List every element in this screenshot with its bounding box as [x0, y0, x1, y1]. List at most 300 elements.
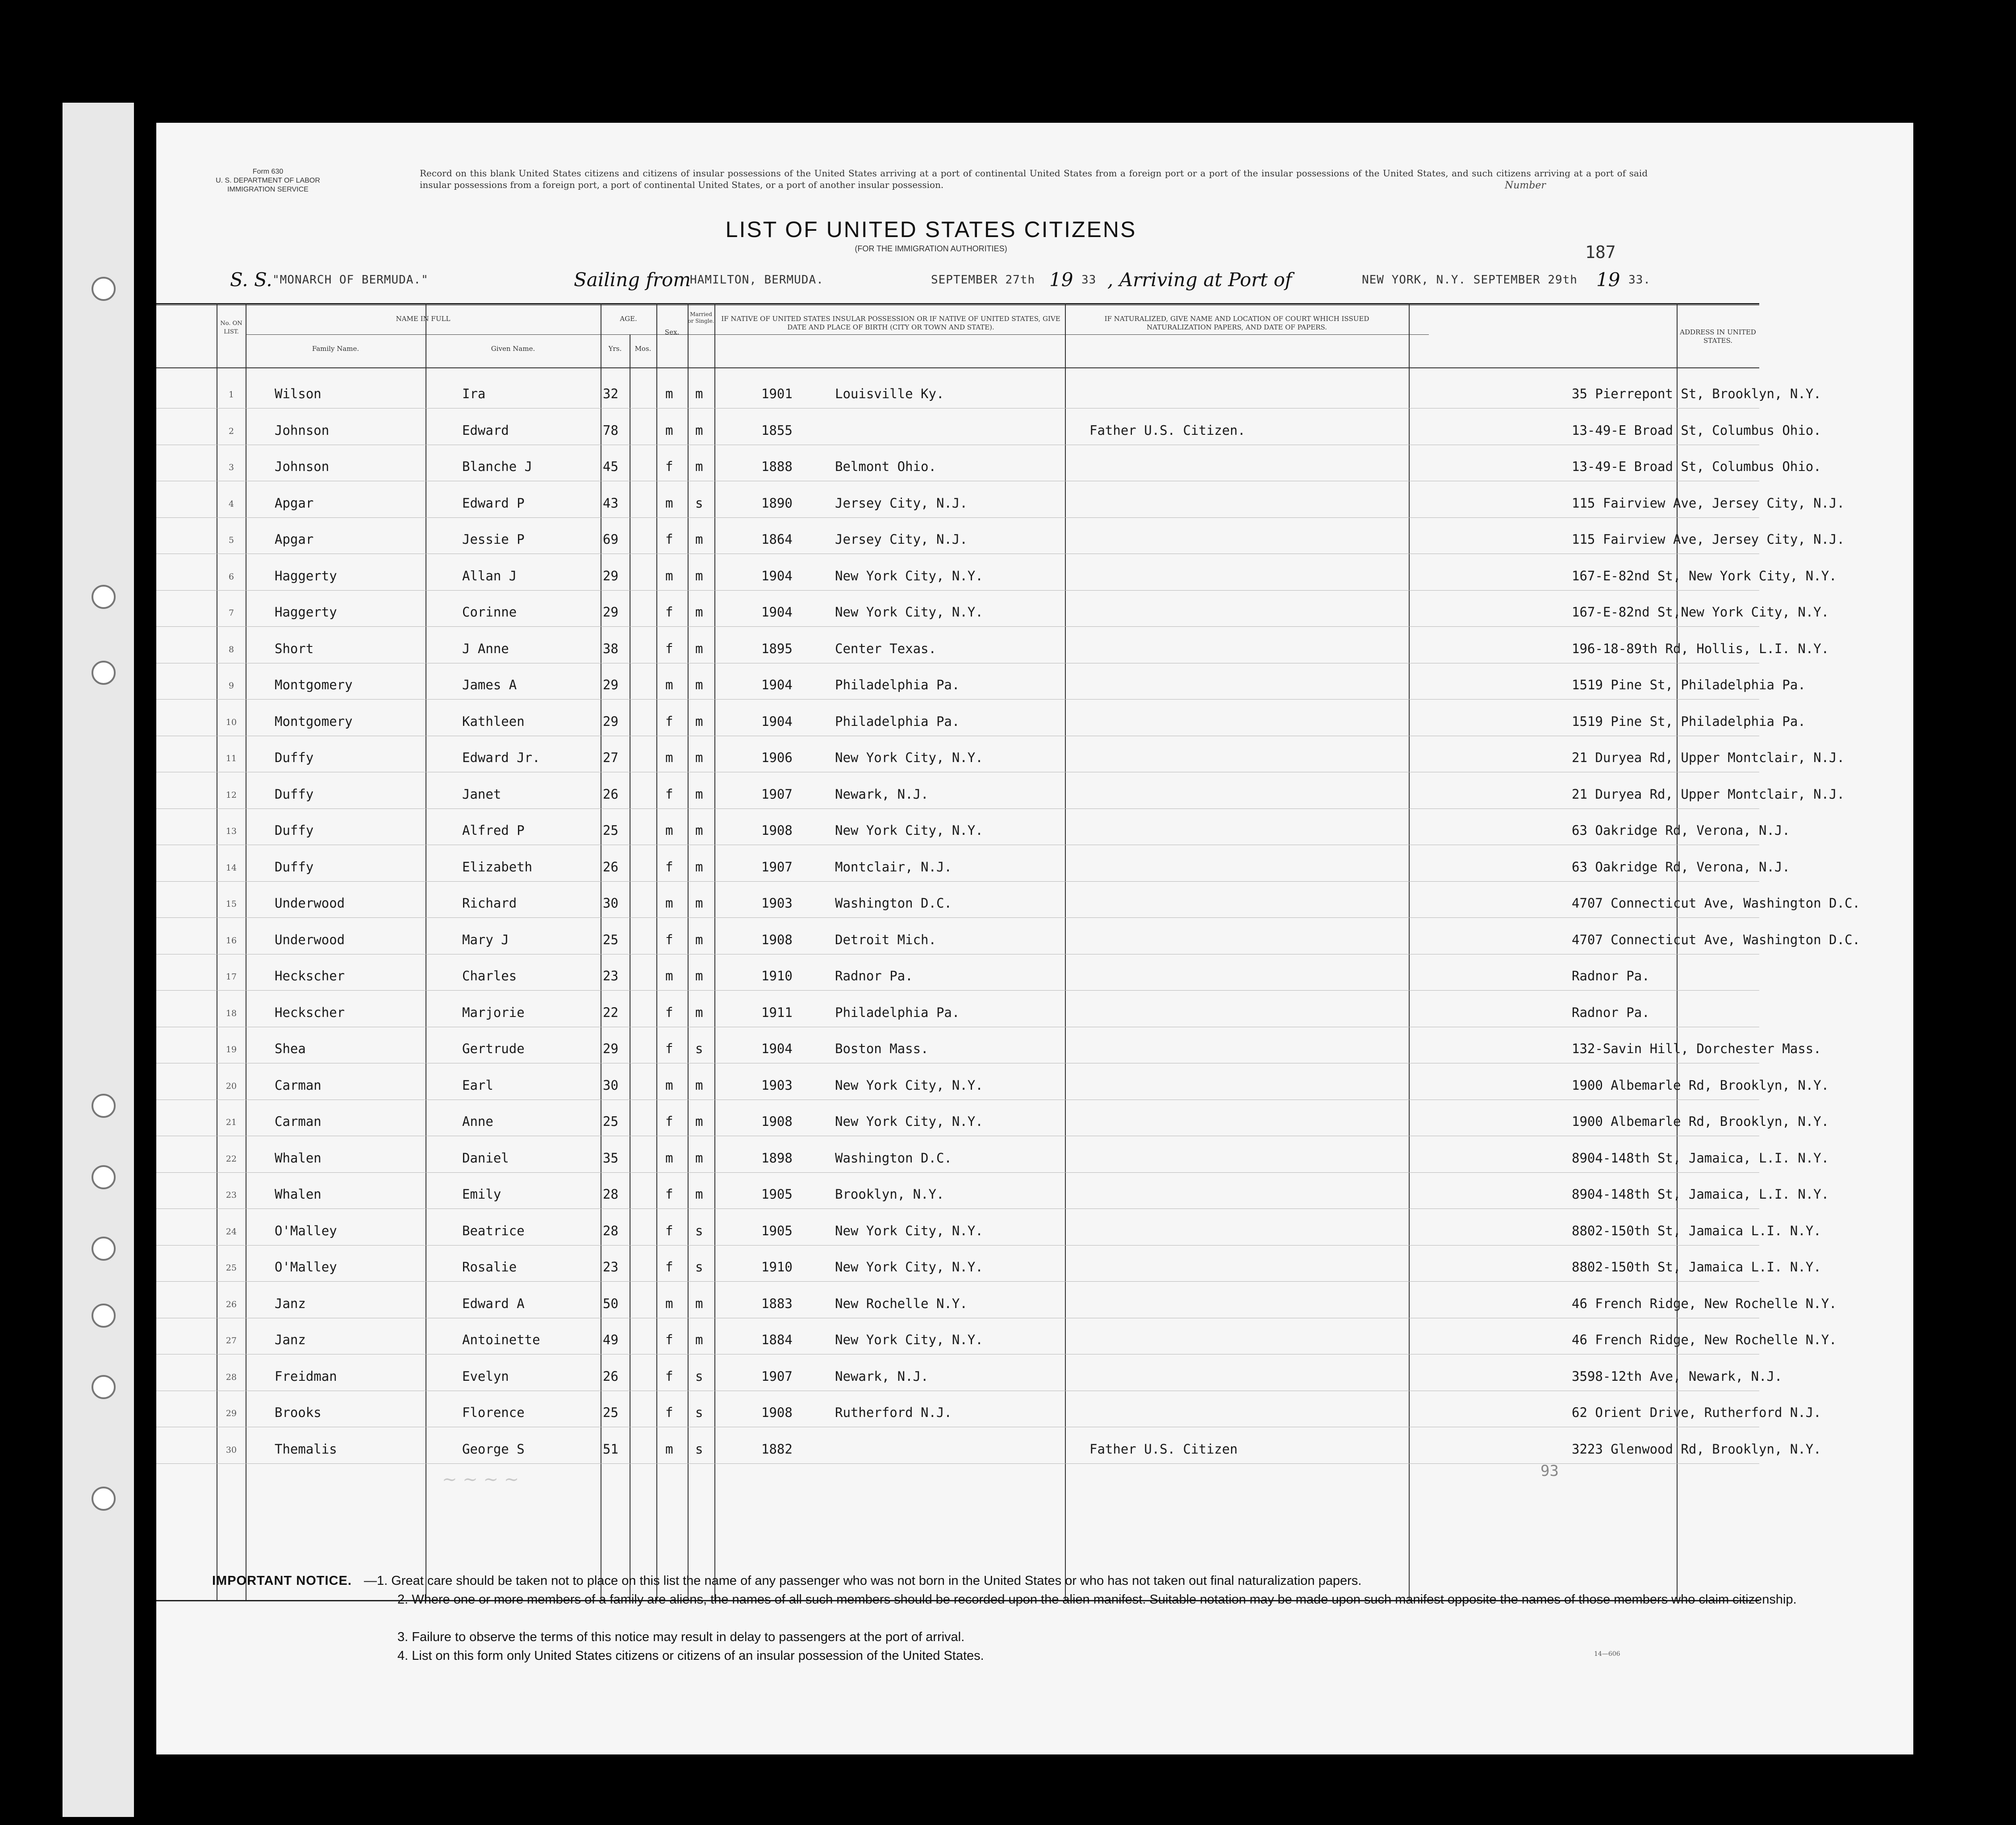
birth-place: New York City, N.Y.	[835, 568, 983, 583]
sex: f	[665, 1223, 673, 1238]
row-number: 14	[225, 862, 237, 873]
birth-year: 1910	[761, 1259, 793, 1275]
marital-status: s	[695, 1368, 703, 1384]
header-months: Mos.	[634, 345, 651, 353]
notice-item-3: 3. Failure to observe the terms of this notice may result in delay to passengers at the port of arrival.	[397, 1630, 965, 1644]
binder-hole	[92, 1094, 116, 1118]
birth-place: Philadelphia Pa.	[835, 677, 960, 692]
departure-date: SEPTEMBER 27th	[931, 273, 1035, 287]
sex: m	[665, 495, 673, 511]
address: 1900 Albemarle Rd, Brooklyn, N.Y.	[1572, 1114, 1829, 1129]
birth-year: 1905	[761, 1223, 793, 1238]
table-row	[156, 700, 1806, 736]
birth-year: 1883	[761, 1296, 793, 1311]
sex: f	[665, 713, 673, 729]
address: 4707 Connecticut Ave, Washington D.C.	[1572, 896, 1861, 911]
row-number: 1	[228, 390, 234, 400]
row-number: 29	[225, 1408, 237, 1418]
birth-year: 1901	[761, 386, 793, 401]
birth-year: 1903	[761, 896, 793, 911]
family-name: Apgar	[275, 532, 314, 547]
table-row	[156, 1355, 1782, 1391]
birth-year: 1908	[761, 932, 793, 947]
marital-status: m	[695, 641, 703, 656]
address: 115 Fairview Ave, Jersey City, N.J.	[1572, 532, 1845, 547]
age-years: 22	[603, 1004, 618, 1020]
row-number: 10	[225, 717, 237, 727]
given-name: Alfred P	[462, 823, 525, 838]
sex: f	[665, 859, 673, 875]
age-years: 23	[603, 968, 618, 983]
given-name: Beatrice	[462, 1223, 525, 1238]
marital-status: m	[695, 1150, 703, 1166]
address: 167-E-82nd St,New York City, N.Y.	[1572, 604, 1829, 620]
family-name: O'Malley	[275, 1259, 337, 1275]
birth-place: New York City, N.Y.	[835, 823, 983, 838]
age-years: 30	[603, 1077, 618, 1093]
address: 1900 Albemarle Rd, Brooklyn, N.Y.	[1572, 1077, 1829, 1093]
family-name: Brooks	[275, 1405, 321, 1420]
address: Radnor Pa.	[1572, 1004, 1650, 1020]
age-years: 78	[603, 422, 618, 438]
family-name: Whalen	[275, 1150, 321, 1166]
marital-status: m	[695, 859, 703, 875]
table-top-rule	[156, 303, 1759, 304]
sex: f	[665, 532, 673, 547]
family-name: Haggerty	[275, 568, 337, 583]
form-number: Form 630	[252, 168, 284, 175]
sex: f	[665, 1259, 673, 1275]
number-label: Number	[1505, 180, 1546, 191]
naturalization: Father U.S. Citizen	[1089, 1441, 1238, 1457]
header-address: ADDRESS IN UNITED STATES.	[1680, 328, 1756, 345]
birth-year: 1911	[761, 1004, 793, 1020]
header-age: AGE.	[620, 315, 637, 323]
table-row	[156, 955, 1759, 991]
marital-status: m	[695, 677, 703, 692]
sex: f	[665, 1187, 673, 1202]
age-years: 38	[603, 641, 618, 656]
birth-year: 1905	[761, 1187, 793, 1202]
address: 8904-148th St, Jamaica, L.I. N.Y.	[1572, 1187, 1829, 1202]
birth-place: New York City, N.Y.	[835, 750, 983, 765]
table-row	[156, 919, 1861, 954]
address: 3598-12th Ave, Newark, N.J.	[1572, 1368, 1782, 1384]
header-no: No. ON LIST.	[220, 320, 242, 335]
given-name: James A	[462, 677, 517, 692]
row-number: 23	[225, 1190, 237, 1200]
row-number: 22	[225, 1154, 237, 1164]
marital-status: m	[695, 1187, 703, 1202]
birth-place: New York City, N.Y.	[835, 1077, 983, 1093]
birth-place: Washington D.C.	[835, 1150, 952, 1166]
record-instructions: Record on this blank United States citizens and citizens of insular possessions of the United States arriving at a port of continental United States from a foreign port or a port of the insular possessions of the United States, and such citizens arriving at a port of said insular possessions from a foreign port, a port of continental United States, or a port of another insular possession.	[420, 168, 1648, 190]
birth-place: Rutherford N.J.	[835, 1405, 952, 1420]
service: IMMIGRATION SERVICE	[227, 186, 309, 193]
form-code: 14—606	[1594, 1650, 1620, 1658]
sex: f	[665, 1368, 673, 1384]
address: 3223 Glenwood Rd, Brooklyn, N.Y.	[1572, 1441, 1821, 1457]
address: Radnor Pa.	[1572, 968, 1650, 983]
age-years: 29	[603, 568, 618, 583]
header-years: Yrs.	[608, 345, 622, 353]
family-name: Freidman	[275, 1368, 337, 1384]
sex: m	[665, 750, 673, 765]
given-name: Evelyn	[462, 1368, 509, 1384]
marital-status: m	[695, 823, 703, 838]
age-years: 28	[603, 1187, 618, 1202]
age-years: 35	[603, 1150, 618, 1166]
family-name: Underwood	[275, 896, 345, 911]
birth-year: 1890	[761, 495, 793, 511]
birth-year: 1904	[761, 604, 793, 620]
address: 4707 Connecticut Ave, Washington D.C.	[1572, 932, 1861, 947]
family-name: Haggerty	[275, 604, 337, 620]
age-years: 27	[603, 750, 618, 765]
address: 63 Oakridge Rd, Verona, N.J.	[1572, 823, 1790, 838]
given-name: Corinne	[462, 604, 517, 620]
table-row	[156, 1283, 1837, 1318]
row-number: 27	[225, 1336, 237, 1346]
given-name: Daniel	[462, 1150, 509, 1166]
birth-year: 1882	[761, 1441, 793, 1457]
sex: m	[665, 968, 673, 983]
given-name: Marjorie	[462, 1004, 525, 1020]
header-name-in-full: NAME IN FULL	[396, 315, 451, 323]
given-name: Edward	[462, 422, 509, 438]
family-name: Janz	[275, 1332, 306, 1347]
row-number: 20	[225, 1081, 237, 1091]
birth-year: 1907	[761, 859, 793, 875]
birth-place: Newark, N.J.	[835, 786, 929, 802]
marital-status: m	[695, 786, 703, 802]
address: 13-49-E Broad St, Columbus Ohio.	[1572, 422, 1821, 438]
row-number: 11	[225, 754, 237, 763]
given-name: Charles	[462, 968, 517, 983]
handwritten-note: ~ ~ ~ ~	[442, 1469, 519, 1490]
age-years: 45	[603, 459, 618, 474]
marital-status: s	[695, 1405, 703, 1420]
family-name: Whalen	[275, 1187, 321, 1202]
sex: f	[665, 1332, 673, 1347]
birth-place: New York City, N.Y.	[835, 1259, 983, 1275]
marital-status: s	[695, 1223, 703, 1238]
marital-status: m	[695, 932, 703, 947]
birth-place: Brooklyn, N.Y.	[835, 1187, 944, 1202]
address: 167-E-82nd St, New York City, N.Y.	[1572, 568, 1837, 583]
marital-status: m	[695, 1077, 703, 1093]
family-name: Duffy	[275, 786, 314, 802]
table-row	[156, 446, 1821, 481]
ss-label: S. S.	[230, 269, 272, 291]
ship-name: "MONARCH OF BERMUDA."	[272, 273, 429, 287]
birth-place: Louisville Ky.	[835, 386, 944, 401]
birth-place: Belmont Ohio.	[835, 459, 936, 474]
binder-hole	[92, 1165, 116, 1189]
family-name: Underwood	[275, 932, 345, 947]
marital-status: m	[695, 713, 703, 729]
family-name: Apgar	[275, 495, 314, 511]
given-name: Blanche J	[462, 459, 533, 474]
document-subtitle: (FOR THE IMMIGRATION AUTHORITIES)	[855, 244, 1007, 253]
sex: m	[665, 568, 673, 583]
notice-label	[212, 1571, 352, 1590]
given-name: Rosalie	[462, 1259, 517, 1275]
age-years: 30	[603, 896, 618, 911]
age-years: 50	[603, 1296, 618, 1311]
given-name: Antoinette	[462, 1332, 540, 1347]
header-bottom-rule	[156, 367, 1759, 368]
binder-hole	[92, 1237, 116, 1261]
header-married-single: Married or Single.	[688, 311, 714, 324]
birth-year: 1906	[761, 750, 793, 765]
birth-year: 1864	[761, 532, 793, 547]
given-name: Richard	[462, 896, 517, 911]
table-row	[156, 1392, 1821, 1427]
row-number: 6	[228, 571, 234, 582]
family-name: O'Malley	[275, 1223, 337, 1238]
given-name: Janet	[462, 786, 501, 802]
sex: f	[665, 1041, 673, 1056]
family-name: Duffy	[275, 823, 314, 838]
family-name: Duffy	[275, 859, 314, 875]
address: 63 Oakridge Rd, Verona, N.J.	[1572, 859, 1790, 875]
departure-year-prefix: 19	[1049, 269, 1073, 291]
given-name: Allan J	[462, 568, 517, 583]
row-number: 25	[225, 1263, 237, 1273]
marital-status: s	[695, 1259, 703, 1275]
row-number: 3	[228, 462, 234, 472]
table-row	[156, 1428, 1821, 1464]
age-years: 51	[603, 1441, 618, 1457]
birth-place: Detroit Mich.	[835, 932, 936, 947]
birth-place: Jersey City, N.J.	[835, 495, 968, 511]
sex: f	[665, 1114, 673, 1129]
notice-item-4: 4. List on this form only United States citizens or citizens of an insular possession of the United States.	[397, 1649, 984, 1663]
sex: f	[665, 786, 673, 802]
age-years: 25	[603, 1114, 618, 1129]
address: 1519 Pine St, Philadelphia Pa.	[1572, 713, 1806, 729]
age-years: 25	[603, 932, 618, 947]
given-name: Florence	[462, 1405, 525, 1420]
family-name: Short	[275, 641, 314, 656]
form-identifier	[196, 167, 339, 194]
row-number: 24	[225, 1226, 237, 1237]
age-years: 29	[603, 713, 618, 729]
age-years: 25	[603, 823, 618, 838]
given-name: Edward A	[462, 1296, 525, 1311]
binder-hole	[92, 661, 116, 685]
header-family-name: Family Name.	[312, 345, 359, 353]
table-row	[156, 555, 1837, 591]
header-naturalized: IF NATURALIZED, GIVE NAME AND LOCATION OF COURT WHICH ISSUED NATURALIZATION PAPERS, AND DATE OF PAPERS.	[1104, 315, 1369, 331]
given-name: Mary J	[462, 932, 509, 947]
given-name: J Anne	[462, 641, 509, 656]
sex: m	[665, 1296, 673, 1311]
marital-status: m	[695, 1332, 703, 1347]
department: U. S. DEPARTMENT OF LABOR	[216, 177, 320, 184]
birth-place: New York City, N.Y.	[835, 1332, 983, 1347]
sex: m	[665, 1077, 673, 1093]
birth-year: 1895	[761, 641, 793, 656]
marital-status: m	[695, 386, 703, 401]
sex: m	[665, 386, 673, 401]
sex: f	[665, 1405, 673, 1420]
sex: m	[665, 677, 673, 692]
row-number: 28	[225, 1372, 237, 1382]
age-years: 29	[603, 677, 618, 692]
row-number: 9	[228, 681, 234, 691]
birth-place: Newark, N.J.	[835, 1368, 929, 1384]
age-years: 69	[603, 532, 618, 547]
table-row	[156, 1100, 1829, 1136]
birth-year: 1855	[761, 422, 793, 438]
row-number: 16	[225, 935, 237, 946]
table-row	[156, 1028, 1821, 1063]
binder-hole	[92, 1375, 116, 1399]
birth-place: Boston Mass.	[835, 1041, 929, 1056]
birth-place: New York City, N.Y.	[835, 604, 983, 620]
binder-hole	[92, 585, 116, 609]
arrival-year: 33.	[1628, 273, 1651, 287]
header-birth: IF NATIVE OF UNITED STATES INSULAR POSSESSION OR IF NATIVE OF UNITED STATES, GIVE DATE AND PLACE OF BIRTH (CITY OR TOWN AND STATE).	[721, 315, 1060, 331]
row-number: 8	[228, 644, 234, 654]
arriving-label: , Arriving at Port of	[1107, 269, 1292, 291]
given-name: George S	[462, 1441, 525, 1457]
table-row	[156, 1319, 1837, 1354]
address: 132-Savin Hill, Dorchester Mass.	[1572, 1041, 1821, 1056]
row-number: 17	[225, 972, 237, 982]
age-years: 23	[603, 1259, 618, 1275]
family-name: Johnson	[275, 422, 330, 438]
table-row	[156, 591, 1829, 627]
naturalization: Father U.S. Citizen.	[1089, 422, 1246, 438]
sex: f	[665, 604, 673, 620]
binder-hole	[92, 277, 116, 301]
table-row	[156, 846, 1790, 882]
age-years: 29	[603, 1041, 618, 1056]
given-name: Earl	[462, 1077, 493, 1093]
manifest-page	[156, 123, 1913, 1754]
address: 8904-148th St, Jamaica, L.I. N.Y.	[1572, 1150, 1829, 1166]
address: 1519 Pine St, Philadelphia Pa.	[1572, 677, 1806, 692]
sex: f	[665, 1004, 673, 1020]
total-annotation: 93	[1540, 1462, 1559, 1480]
given-name: Gertrude	[462, 1041, 525, 1056]
sex: m	[665, 422, 673, 438]
marital-status: m	[695, 896, 703, 911]
marital-status: m	[695, 968, 703, 983]
birth-year: 1903	[761, 1077, 793, 1093]
address: 21 Duryea Rd, Upper Montclair, N.J.	[1572, 750, 1845, 765]
marital-status: m	[695, 750, 703, 765]
birth-place: New York City, N.Y.	[835, 1223, 983, 1238]
given-name: Edward P	[462, 495, 525, 511]
family-name: Carman	[275, 1114, 321, 1129]
document-title: LIST OF UNITED STATES CITIZENS	[725, 217, 1137, 242]
table-row	[156, 809, 1790, 845]
marital-status: s	[695, 1041, 703, 1056]
table-row	[156, 482, 1845, 518]
address: 46 French Ridge, New Rochelle N.Y.	[1572, 1296, 1837, 1311]
notice-item-1: —1. Great care should be taken not to place on this list the name of any passenger who was not born in the United States or who has not taken out final naturalization papers.	[364, 1574, 1362, 1588]
address: 8802-150th St, Jamaica L.I. N.Y.	[1572, 1223, 1821, 1238]
family-name: Duffy	[275, 750, 314, 765]
marital-status: s	[695, 495, 703, 511]
family-name: Shea	[275, 1041, 306, 1056]
table-row	[156, 1064, 1829, 1100]
row-number: 4	[228, 499, 234, 509]
sex: f	[665, 459, 673, 474]
birth-year: 1888	[761, 459, 793, 474]
address: 62 Orient Drive, Rutherford N.J.	[1572, 1405, 1821, 1420]
table-row	[156, 1173, 1829, 1209]
table-row	[156, 737, 1845, 772]
row-number: 13	[225, 826, 237, 836]
birth-year: 1910	[761, 968, 793, 983]
row-number: 15	[225, 899, 237, 909]
birth-place: Philadelphia Pa.	[835, 1004, 960, 1020]
birth-place: Center Texas.	[835, 641, 936, 656]
family-name: Themalis	[275, 1441, 337, 1457]
age-years: 26	[603, 786, 618, 802]
sex: f	[665, 932, 673, 947]
table-row	[156, 992, 1759, 1027]
table-row	[156, 1210, 1821, 1246]
table-row	[156, 1246, 1821, 1282]
marital-status: m	[695, 1296, 703, 1311]
departure-year: 33	[1081, 273, 1097, 287]
binder-hole	[92, 1487, 116, 1511]
marital-status: m	[695, 459, 703, 474]
marital-status: m	[695, 1004, 703, 1020]
birth-place: Philadelphia Pa.	[835, 713, 960, 729]
header-divider	[246, 334, 1429, 335]
birth-year: 1904	[761, 677, 793, 692]
birth-year: 1907	[761, 1368, 793, 1384]
birth-place: New York City, N.Y.	[835, 1114, 983, 1129]
address: 46 French Ridge, New Rochelle N.Y.	[1572, 1332, 1837, 1347]
row-number: 30	[225, 1445, 237, 1455]
row-number: 2	[228, 426, 234, 436]
header-given-name: Given Name.	[491, 345, 535, 353]
given-name: Anne	[462, 1114, 493, 1129]
binder-strip	[63, 103, 134, 1817]
arrival-year-prefix: 19	[1596, 269, 1620, 291]
birth-place: Montclair, N.J.	[835, 859, 952, 875]
table-row	[156, 773, 1845, 809]
age-years: 49	[603, 1332, 618, 1347]
table-row	[156, 664, 1806, 700]
address: 115 Fairview Ave, Jersey City, N.J.	[1572, 495, 1845, 511]
age-years: 25	[603, 1405, 618, 1420]
given-name: Kathleen	[462, 713, 525, 729]
table-row	[156, 373, 1821, 408]
departure-port: HAMILTON, BERMUDA.	[690, 273, 824, 287]
age-years: 32	[603, 386, 618, 401]
row-number: 19	[225, 1045, 237, 1054]
sex: f	[665, 641, 673, 656]
row-number: 18	[225, 1008, 237, 1018]
sex: m	[665, 1441, 673, 1457]
marital-status: m	[695, 422, 703, 438]
family-name: Janz	[275, 1296, 306, 1311]
birth-place: New Rochelle N.Y.	[835, 1296, 968, 1311]
age-years: 26	[603, 859, 618, 875]
marital-status: m	[695, 532, 703, 547]
given-name: Jessie P	[462, 532, 525, 547]
address: 21 Duryea Rd, Upper Montclair, N.J.	[1572, 786, 1845, 802]
